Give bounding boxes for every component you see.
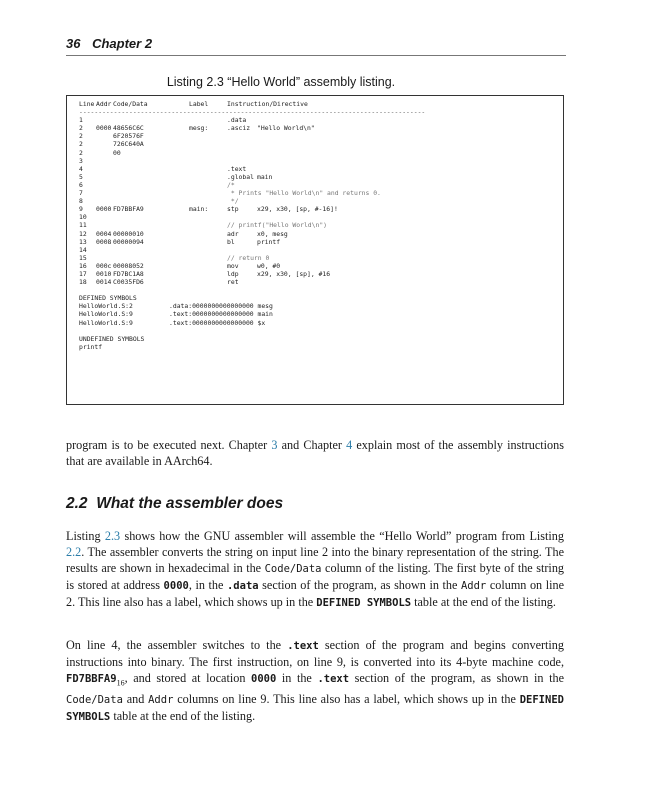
listing-row	[79, 149, 551, 157]
instruction: ldp	[227, 269, 239, 278]
symbol-value: .text:0000000000000000 main	[169, 310, 273, 319]
instruction: * Prints "Hello World\n" and returns 0.	[227, 189, 381, 198]
line-number: 16	[79, 261, 87, 270]
symbol-name: printf	[79, 342, 103, 351]
undefined-symbol-row	[79, 343, 551, 351]
line-number: 5	[79, 172, 83, 181]
code-data: FD7BC1A8	[113, 269, 144, 278]
code-data: 00000094	[113, 237, 144, 246]
defined-symbol-row	[79, 319, 551, 327]
line-number: 12	[79, 229, 87, 238]
address: 0008	[96, 237, 112, 246]
line-number: 17	[79, 269, 87, 278]
address: 0000	[96, 124, 112, 133]
instruction: bl	[227, 237, 235, 246]
section-heading	[66, 495, 283, 513]
code-data: 00	[113, 148, 121, 157]
header-rule	[66, 55, 566, 56]
col-line: Line	[79, 100, 95, 108]
listing-row	[79, 197, 551, 205]
operands: x29, x30, [sp], #16	[257, 269, 331, 278]
operands: "Hello World\n"	[257, 124, 315, 133]
line-number: 6	[79, 180, 83, 189]
label: mesg:	[189, 124, 209, 133]
section-title-text: What the assembler does	[96, 495, 284, 512]
listing-row	[79, 221, 551, 229]
undefined-symbols-title	[79, 335, 551, 343]
listing-row	[79, 116, 551, 124]
undefined-title-text: UNDEFINED SYMBOLS	[79, 334, 145, 343]
address: 000c	[96, 261, 112, 270]
code-data: 00008052	[113, 261, 144, 270]
listing-row	[79, 246, 551, 254]
listing-2-2-link[interactable]: 2.2	[66, 545, 82, 559]
listing-row	[79, 230, 551, 238]
line-number: 4	[79, 164, 83, 173]
listing-row	[79, 173, 551, 181]
assembly-listing	[66, 95, 564, 405]
operands: w0, #0	[257, 261, 281, 270]
symbol-file: HelloWorld.S:2	[79, 302, 133, 311]
line-number: 18	[79, 278, 87, 287]
paragraph-3: On line 4, the assembler switches to the .text section of the program and begins converting instructions into binary. The first instruction, on line 9, is converted into its 4-byte machine code, $FD7BBFA9_{16}$, and stored at location 0000 in the .text section of the program, as shown in the Code/Data and Addr columns on line 9. This line also has a label, which shows up in the DEFINED SYMBOLS table at the end of the listing.	[66, 638, 564, 724]
section-number: 2.2	[66, 495, 88, 512]
address: 0000	[96, 205, 112, 214]
listing-caption: Listing 2.3 “Hello World” assembly listing.	[166, 75, 396, 89]
symbol-value: .text:0000000000000000 $x	[169, 318, 266, 327]
line-number: 15	[79, 253, 87, 262]
defined-symbol-row	[79, 310, 551, 318]
code-data: 6F20576F	[113, 132, 144, 141]
instruction: stp	[227, 205, 239, 214]
instruction: adr	[227, 229, 239, 238]
listing-row	[79, 132, 551, 140]
listing-row	[79, 124, 551, 132]
line-number: 3	[79, 156, 83, 165]
address: 0010	[96, 269, 112, 278]
line-number: 2	[79, 148, 83, 157]
instruction: mov	[227, 261, 239, 270]
symbol-file: HelloWorld.S:9	[79, 310, 133, 319]
listing-row	[79, 254, 551, 262]
page-header	[66, 36, 566, 51]
operands: main	[257, 172, 273, 181]
line-number: 11	[79, 221, 87, 230]
col-addr: Addr	[96, 100, 112, 108]
listing-row	[79, 157, 551, 165]
defined-symbols-title	[79, 294, 551, 302]
undefined-symbols	[79, 343, 551, 351]
listing-header-row	[79, 100, 551, 108]
line-number: 1	[79, 116, 83, 125]
code-data: C0035FD6	[113, 278, 144, 287]
code-data: 00000010	[113, 229, 144, 238]
instruction: .data	[227, 116, 247, 125]
line-number: 2	[79, 124, 83, 133]
defined-title-text: DEFINED SYMBOLS	[79, 294, 137, 303]
listing-row	[79, 262, 551, 270]
address: 0004	[96, 229, 112, 238]
line-number: 7	[79, 189, 83, 198]
listing-row	[79, 140, 551, 148]
listing-row	[79, 189, 551, 197]
listing-rows	[79, 116, 551, 286]
code-data: FD7BBFA9	[113, 205, 144, 214]
instruction: ret	[227, 278, 239, 287]
line-number: 9	[79, 205, 83, 214]
instruction: .text	[227, 164, 247, 173]
instruction: // printf("Hello World\n")	[227, 221, 328, 230]
label: main:	[189, 205, 209, 214]
col-code: Code/Data	[113, 100, 148, 108]
line-number: 8	[79, 197, 83, 206]
col-label: Label	[189, 100, 209, 108]
listing-row	[79, 270, 551, 278]
listing-2-3-link[interactable]: 2.3	[104, 529, 121, 543]
divider-dashes: ------------------------------------------------------------------------------------------	[79, 108, 426, 117]
page-number: 36	[66, 36, 81, 51]
symbol-file: HelloWorld.S:9	[79, 318, 133, 327]
col-instr: Instruction/Directive	[227, 100, 308, 108]
instruction: /*	[227, 180, 235, 189]
code-data: 48656C6C	[113, 124, 144, 133]
line-number: 10	[79, 213, 87, 222]
operands: x29, x30, [sp, #-16]!	[257, 205, 338, 214]
operands: printf	[257, 237, 281, 246]
listing-divider	[79, 108, 551, 116]
listing-row	[79, 165, 551, 173]
operands: x0, mesg	[257, 229, 288, 238]
listing-row	[79, 278, 551, 286]
paragraph-2: Listing 2.3 shows how the GNU assembler will assemble the “Hello World” program from Listing 2.2. The assembler converts the string on input line 2 into the binary representation of the string. The results are shown in hexadecimal in the Code/Data column of the listing. The first byte of the string is stored at address 0000, in the .data section of the program, as shown in the Addr column on line 2. This line also has a label, which shows up in the DEFINED SYMBOLS table at the end of the listing.	[66, 529, 565, 609]
line-number: 2	[79, 132, 83, 141]
address: 0014	[96, 278, 112, 287]
line-number: 2	[79, 140, 83, 149]
defined-symbols	[79, 302, 551, 326]
symbol-value: .data:0000000000000000 mesg	[169, 302, 273, 311]
chapter-title: Chapter 2	[92, 36, 153, 51]
chapter-3-link[interactable]: 3	[271, 438, 278, 452]
listing-row	[79, 238, 551, 246]
instruction: // return 0	[227, 253, 270, 262]
paragraph-1: program is to be executed next. Chapter 3 and Chapter 4 explain most of the assembly instructions that are available in AArch64.	[66, 438, 564, 468]
instruction: .asciz	[227, 124, 251, 133]
listing-row	[79, 205, 551, 213]
line-number: 13	[79, 237, 87, 246]
code-data: 726C640A	[113, 140, 144, 149]
defined-symbol-row	[79, 302, 551, 310]
listing-row	[79, 181, 551, 189]
instruction: .global	[227, 172, 254, 181]
chapter-4-link[interactable]: 4	[346, 438, 353, 452]
listing-row	[79, 213, 551, 221]
line-number: 14	[79, 245, 87, 254]
instruction: */	[227, 197, 239, 206]
